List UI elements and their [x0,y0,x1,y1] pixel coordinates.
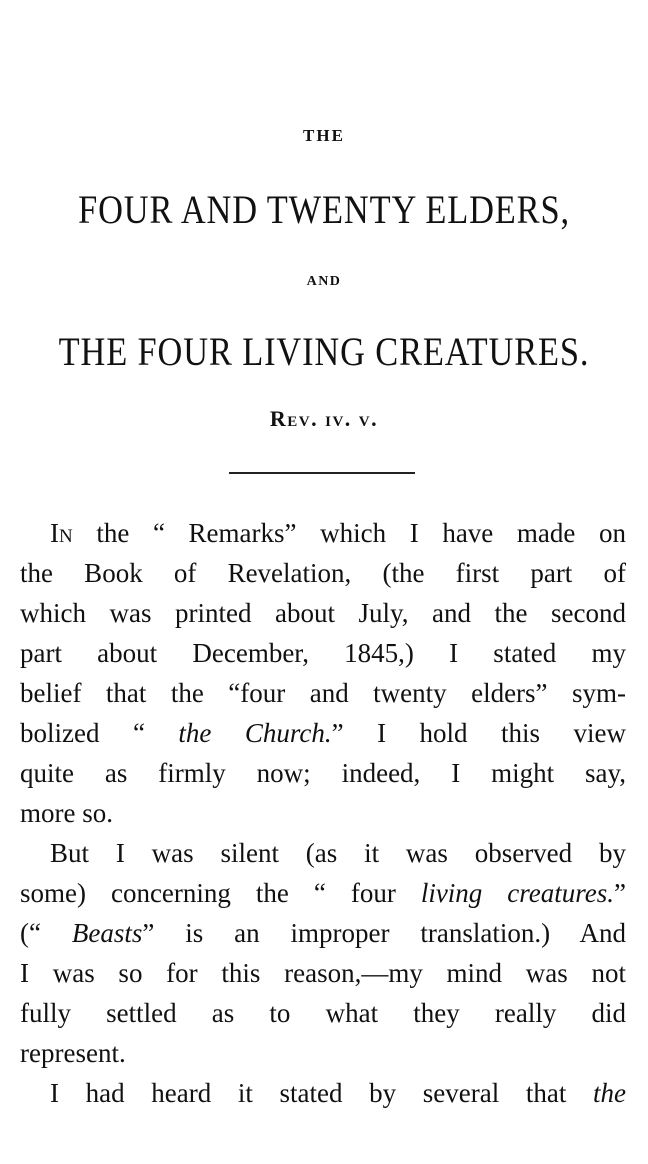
paragraph-1-line-3: which was printed about July, and the second [20,598,626,628]
title-line-1: FOUR AND TWENTY ELDERS, [78,187,570,232]
drop-word: In [50,518,73,548]
paragraph-2-line-6: represent. [20,1038,126,1068]
paragraph-1-line-7: quite as firmly now; indeed, I might say, [20,758,626,788]
paragraph-1-line-6: bolized “ the Church.” I hold this view [20,718,626,748]
paragraph-1-line-1: In the “ Remarks” which I have made on [50,518,626,548]
paragraph-1-line-5: belief that the “four and twenty elders” sym- [20,678,626,708]
scripture-reference: Rev. iv. v. [269,406,379,431]
heading-the: THE [303,126,345,145]
paragraph-2-line-2: some) concerning the “ four living creatures.” [20,878,626,908]
section-divider [229,472,415,474]
emphasis-the-church: the Church. [178,718,332,748]
paragraph-1-line-2: the Book of Revelation, (the first part of [20,558,626,588]
paragraph-1-line-4: part about December, 1845,) I stated my [20,638,626,668]
emphasis-the: the [593,1078,626,1108]
body-text [20,513,626,1113]
paragraph-2-line-3: (“ Beasts” is an improper translation.) And [20,918,626,948]
heading-and: AND [306,274,342,289]
emphasis-living-creatures: living creatures. [420,878,615,908]
emphasis-beasts: Beasts [71,918,143,948]
paragraph-3-line-1: I had heard it stated by several that the [50,1078,626,1108]
paragraph-1-line-8: more so. [20,798,113,828]
paragraph-2-line-5: fully settled as to what they really did [20,998,626,1028]
title-line-2: THE FOUR LIVING CREATURES. [58,329,590,374]
paragraph-2-line-1: But I was silent (as it was observed by [50,838,626,868]
paragraph-2-line-4: I was so for this reason,—my mind was not [20,958,626,988]
